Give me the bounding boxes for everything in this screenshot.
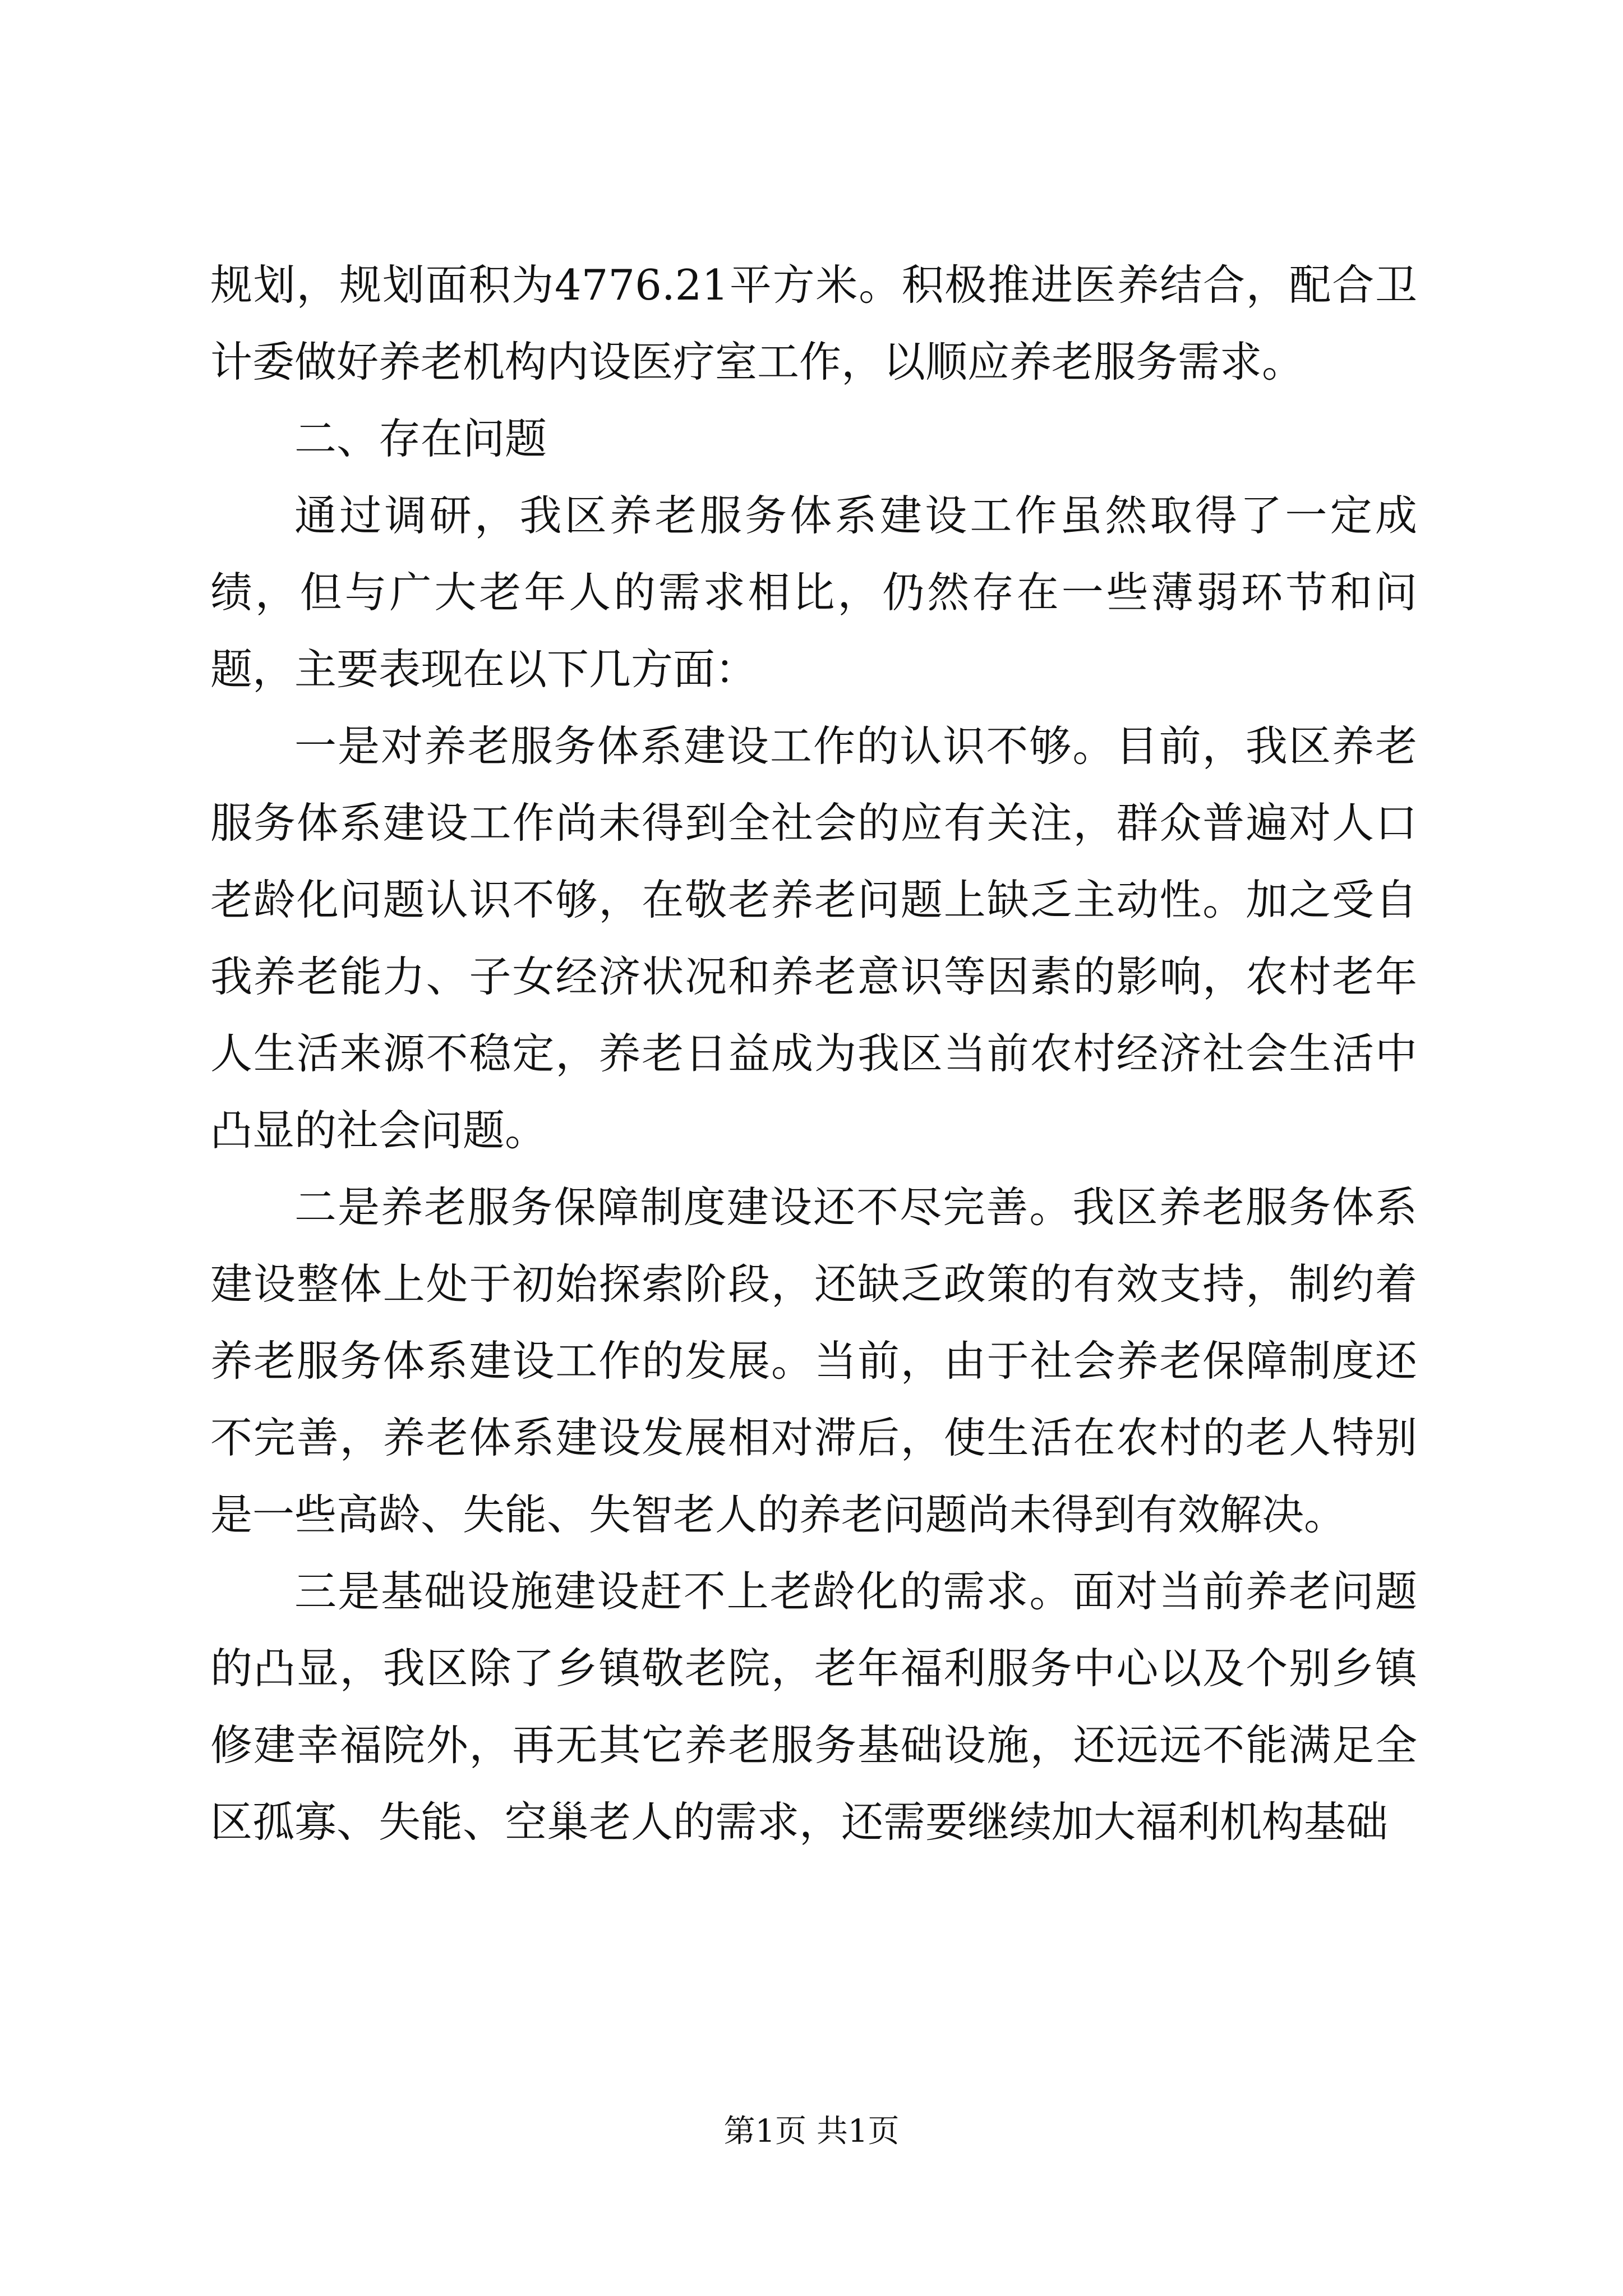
paragraph-continuation: 规划，规划面积为4776.21平方米。积极推进医养结合，配合卫计委做好养老机构内设医疗室工作，以顺应养老服务需求。 — [210, 260, 1417, 386]
paragraph-issue-1: 一是对养老服务体系建设工作的认识不够。目前，我区养老服务体系建设工作尚未得到全社会的应有关注，群众普遍对人口老龄化问题认识不够，在敬老养老问题上缺乏主动性。加之受自我养老能力、子女经济状况和养老意识等因素的影响，农村老年人生活来源不稳定，养老日益成为我区当前农村经济社会生活中凸显的社会问题。 — [210, 721, 1417, 1155]
section-heading: 二、存在问题 — [294, 414, 547, 463]
paragraph-issue-2: 二是养老服务保障制度建设还不尽完善。我区养老服务体系建设整体上处于初始探索阶段，还缺乏政策的有效支持，制约着养老服务体系建设工作的发展。当前，由于社会养老保障制度还不完善，养老体系建设发展相对滞后，使生活在农村的老人特别是一些高龄、失能、失智老人的养老问题尚未得到有效解决。 — [210, 1182, 1417, 1539]
document-body — [210, 247, 1417, 1861]
paragraph-intro: 通过调研，我区养老服务体系建设工作虽然取得了一定成绩，但与广大老年人的需求相比，仍然存在一些薄弱环节和问题，主要表现在以下几方面： — [210, 491, 1417, 694]
page-footer: 第1页 共1页 — [723, 2113, 900, 2150]
paragraph-issue-3: 三是基础设施建设赶不上老龄化的需求。面对当前养老问题的凸显，我区除了乡镇敬老院，老年福利服务中心以及个别乡镇修建幸福院外，再无其它养老服务基础设施，还远远不能满足全区孤寡、失能、空巢老人的需求，还需要继续加大福利机构基础 — [210, 1567, 1417, 1847]
